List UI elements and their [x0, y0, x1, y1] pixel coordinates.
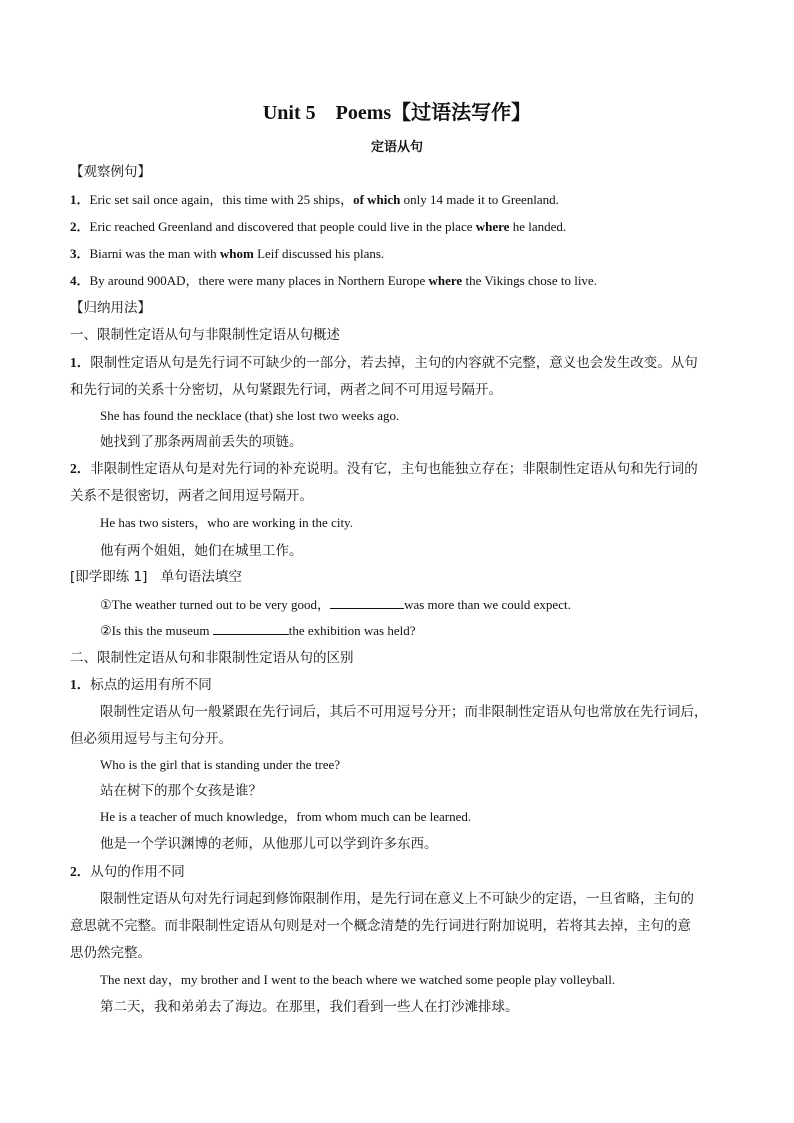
example-en-4: He is a teacher of much knowledge，from whom much can be learned.: [100, 809, 472, 824]
paragraph-1-line-1: 1．限制性定语从句是先行词不可缺少的一部分，若去掉，主句的内容就不完整，意义也会发生改变。从句: [70, 355, 698, 371]
title-topic: Poems【过语法写作】: [335, 102, 532, 124]
example-cn-3: 站在树下的那个女孩是谁？: [100, 783, 262, 799]
example-sentence-4: 4．By around 900AD，there were many places in Northern Europe where the Vikings chose to live.: [70, 273, 597, 288]
practice-question-2: ②Is this the museum the exhibition was held?: [100, 623, 416, 638]
section-heading-2: 二、限制性定语从句和非限制性定语从句的区别: [70, 650, 354, 666]
difference-heading-1: 1．标点的运用有所不同: [70, 677, 212, 693]
paragraph-1-line-2: 和先行词的关系十分密切，从句紧跟先行词，两者之间不可用逗号隔开。: [70, 382, 502, 398]
example-cn-4: 他是一个学识渊博的老师，从他那儿可以学到许多东西。: [100, 836, 438, 852]
observe-header: 【观察例句】: [70, 164, 151, 180]
example-cn-1: 她找到了那条两周前丢失的项链。: [100, 434, 303, 450]
example-cn-2: 他有两个姐姐，她们在城里工作。: [100, 543, 303, 559]
paragraph-2-line-1: 2．非限制性定语从句是对先行词的补充说明。没有它，主句也能独立存在；非限制性定语从句和先行词的: [70, 461, 698, 477]
usage-header: 【归纳用法】: [70, 300, 151, 316]
difference-2-line-1: 限制性定语从句对先行词起到修饰限制作用，是先行词在意义上不可缺少的定语，一旦省略，主句的: [100, 891, 694, 907]
example-en-5: The next day，my brother and I went to the beach where we watched some people play volleyball.: [100, 972, 616, 987]
example-en-2: He has two sisters，who are working in the city.: [100, 515, 353, 530]
paragraph-2-line-2: 关系不是很密切，两者之间用逗号隔开。: [70, 488, 313, 504]
example-en-3: Who is the girl that is standing under the tree?: [100, 757, 341, 772]
section-heading-1: 一、限制性定语从句与非限制性定语从句概述: [70, 327, 340, 343]
example-sentence-3: 3．Biarni was the man with whom Leif discussed his plans.: [70, 246, 385, 261]
example-sentence-2: 2．Eric reached Greenland and discovered that people could live in the place where he landed.: [70, 219, 567, 234]
difference-heading-2: 2．从句的作用不同: [70, 864, 185, 880]
title-unit: Unit 5: [262, 102, 316, 124]
page-title: [0, 96, 794, 125]
answer-blank-1[interactable]: [330, 596, 404, 609]
page-subtitle: 定语从句: [370, 140, 423, 155]
difference-2-line-2: 意思就不完整。而非限制性定语从句则是对一个概念清楚的先行词进行附加说明，若将其去掉，主句的意: [70, 918, 691, 934]
example-sentence-1: 1．Eric set sail once again，this time with 25 ships，of which only 14 made it to Greenland.: [70, 192, 559, 207]
difference-1-line-1: 限制性定语从句一般紧跟在先行词后，其后不可用逗号分开；而非限制性定语从句也常放在先行词后，: [100, 704, 708, 720]
example-en-1: She has found the necklace (that) she lost two weeks ago.: [100, 408, 400, 423]
example-cn-5: 第二天，我和弟弟去了海边。在那里，我们看到一些人在打沙滩排球。: [100, 999, 519, 1015]
difference-2-line-3: 思仍然完整。: [70, 945, 151, 961]
answer-blank-2[interactable]: [213, 622, 289, 635]
difference-1-line-2: 但必须用逗号与主句分开。: [70, 731, 232, 747]
practice-question-1: ①The weather turned out to be very good， was more than we could expect.: [100, 597, 571, 612]
practice-heading: [即学即练 1] 单句语法填空: [70, 569, 242, 585]
